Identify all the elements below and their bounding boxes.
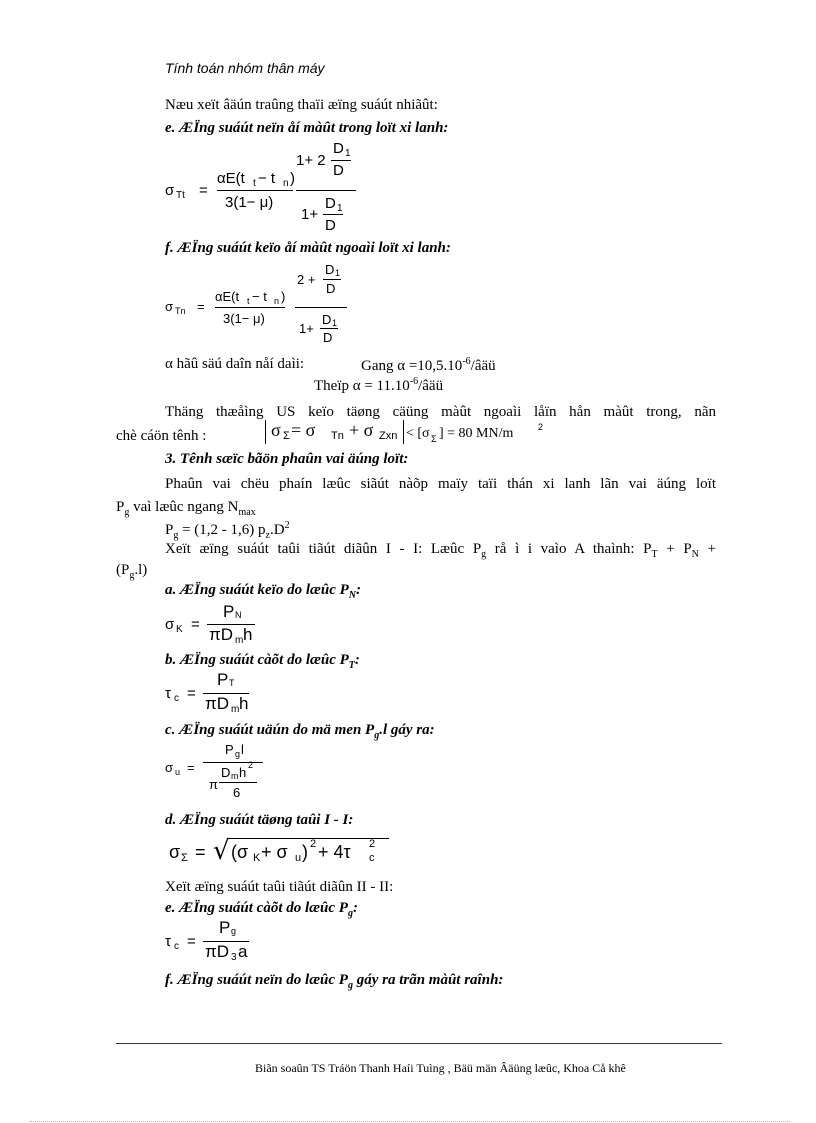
heading-e2: e. ÆÏng suáút càõt do læûc $P_g$: [165, 900, 358, 919]
paragraph-pg-nmax: $P_g$ vaì læûc ngang $N_{max}$ [116, 499, 256, 518]
page-header: Tính toán nhóm thân máy [165, 60, 325, 76]
heading-b: b. ÆÏng suáút càõt do læûc $P_T$: [165, 652, 360, 671]
paragraph-section-ii: Xeït æïng suáút taûi tiãút diãûn II - II: [165, 879, 394, 895]
paragraph-shoulder: Phaûn vai chëu phaín læûc siãút nàõp maïy taïi thán xi lanh lãn vai äúng loït [165, 476, 716, 492]
heading-c: c. ÆÏng suáút uäún do mä men $P_g.l$ gáy ra: [165, 722, 435, 741]
formula-sigma-k: σ K = P N πD m h [165, 602, 285, 648]
heading-a: a. ÆÏng suáút keïo do læûc $P_N$: [165, 582, 361, 601]
formula-tau-c-shear-pg: τ c = P g πD 3 a [165, 918, 248, 963]
formula-sigma-total: σ Σ = √ (σ K + σ u ) 2 + 4τ 2 c [165, 832, 405, 872]
formula-sigma-sum-check: σ Σ = σ Tn + σ Zxn < [σ Σ ] = 80 MN/m 2 [263, 418, 563, 448]
page-bottom-dotted-line [30, 1121, 790, 1122]
paragraph-pg-l: $(P_g.l)$ [116, 562, 148, 581]
heading-tensile-stress-outer: f. ÆÏng suáút keïo åí màût ngoaìi loït xi lanh: [165, 240, 451, 256]
page-footer: Biãn soaûn TS Tráön Thanh Haíi Tuìng , Bäü män Âäüng læûc, Khoa Cå khê [255, 1061, 626, 1075]
heading-section-3: 3. Tênh sæïc bãön phaûn vai äúng loït: [165, 451, 409, 467]
formula-sigma-u: σ u = P g l π D m h 2 6 [165, 740, 285, 808]
gang-value: Gang $\alpha =10,5.10^{-6}$/âäü [361, 356, 496, 374]
thep-value: Theïp $\alpha = 11.10^{-6}$/âäü [314, 376, 444, 394]
paragraph-thermal-stress: Næu xeït âäún traûng thaïi æïng suáút nhiãût: [165, 97, 438, 113]
paragraph-pg-range: $P_g = (1,2 - 1,6)$ $p_z.D^2$ [165, 520, 290, 541]
heading-compressive-stress-inner: e. ÆÏng suáút neïn åí màût trong loït xi lanh: [165, 120, 449, 136]
heading-f2: f. ÆÏng suáút neïn do læûc $P_g$ gáy ra trãn màût raînh: [165, 972, 504, 991]
formula-sigma-tt: σ Tt = αE(t t − t n ) 3(1− μ) 1+ 2 D 1 D 1+ D 1 D [165, 140, 405, 240]
paragraph-section-i: Xeït æïng suáút taûi tiãút diãûn I - I: Læûc $P_g$ rå ì i vaìo A thaình: $P_T + P_N$ + [165, 541, 716, 560]
paragraph-only-compute: chè cáön tênh : [116, 428, 207, 444]
formula-sigma-tn: σ Tn = αE(t t − t n ) 3(1− μ) 2 + D 1 D 1+ D 1 D [165, 262, 405, 352]
heading-d: d. ÆÏng suáút täøng taûi I - I: [165, 812, 354, 828]
formula-tau-c-shear-pt: τ c = P T πD m h [165, 670, 249, 715]
alpha-label: α hãû säú daîn nåí daìi: [165, 356, 305, 372]
paragraph-usual-tension: Thäng thæåìng US keïo täøng cäüng màût ngoaìi låïn hån màût trong, nãn [165, 404, 716, 420]
footer-rule [116, 1043, 722, 1044]
